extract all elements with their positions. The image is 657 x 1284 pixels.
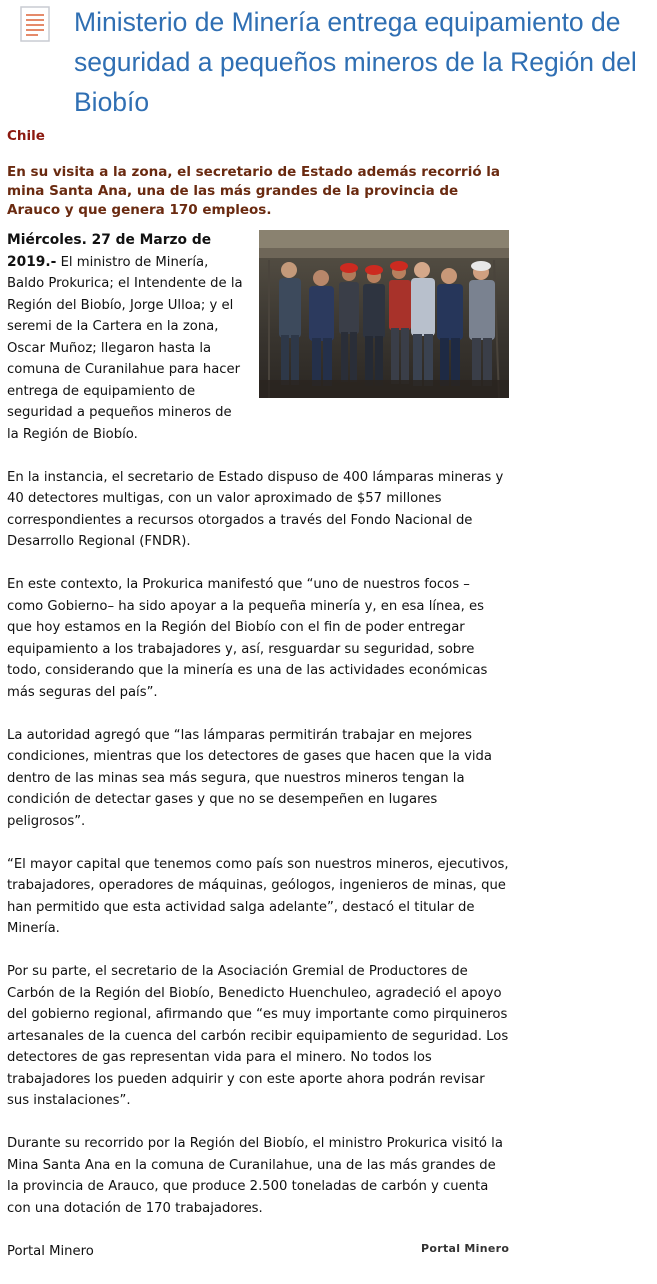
article-title: Ministerio de Minería entrega equipamiento de seguridad a pequeños mineros de la Región del Biobío	[74, 7, 637, 117]
article-paragraph: En la instancia, el secretario de Estado dispuso de 400 lámparas mineras y 40 detectores multigas, con un valor aproximado de $57 millones correspondientes a recursos otorgados a través del Fondo Nacional de Desarrollo Regional (FNDR).	[7, 469, 504, 549]
article-body	[7, 230, 509, 1284]
source-label: Portal Minero	[421, 1242, 510, 1255]
paragraph-text: El ministro de Minería, Baldo Prokurica; el Intendente de la Región del Biobío, Jorge Ulloa; y el seremi de la Cartera en la zona, Oscar Muñoz; llegaron hasta la comuna de Curanilahue para hacer entrega de equipamiento de seguridad a pequeños mineros de la Región de Biobío.	[7, 254, 243, 442]
article-paragraph: La autoridad agregó que “las lámparas permitirán trabajar en mejores condiciones, mientras que los detectores de gases que hacen que la vida dentro de las minas sea más segura, que nuestros mineros tengan la condición de detectar gases y que no se desempeñen en lugares peligrosos”.	[7, 727, 492, 829]
dateline: Miércoles. 27 de Marzo de 2019.-	[7, 232, 212, 270]
article-lead: En su visita a la zona, el secretario de Estado además recorrió la mina Santa Ana, una de las más grandes de la provincia de Arauco y que genera 170 empleos.	[7, 164, 501, 218]
section-label: Chile	[7, 128, 45, 144]
article-paragraph: En este contexto, la Prokurica manifestó que “uno de nuestros focos – como Gobierno– ha sido apoyar a la pequeña minería y, en esa línea, es que hoy estamos en la Región del Biobío con el fin de poder entregar equipamiento a los trabajadores y, así, resguardar su seguridad, sobre todo, considerando que la minería es una de las actividades económicas más seguras del país”.	[7, 577, 488, 700]
article-photo	[259, 230, 509, 398]
article-credit: Portal Minero	[7, 1243, 94, 1259]
article-paragraph: “El mayor capital que tenemos como país son nuestros mineros, ejecutivos, trabajadores, operadores de máquinas, geólogos, ingenieros de minas, que han permitido que esta actividad salga adelante”, destacó el titular de Minería.	[7, 856, 509, 936]
document-icon	[20, 6, 50, 42]
article-header	[0, 0, 657, 120]
article-paragraph: Durante su recorrido por la Región del Biobío, el ministro Prokurica visitó la Mina Santa Ana en la comuna de Curanilahue, una de las más grandes de la provincia de Arauco, que produce 2.500 toneladas de carbón y cuenta con una dotación de 170 trabajadores.	[7, 1136, 503, 1216]
article-paragraph: Por su parte, el secretario de la Asociación Gremial de Productores de Carbón de la Región del Biobío, Benedicto Huenchuleo, agradeció el apoyo del gobierno regional, afirmando que “es muy importante como pirquineros artesanales de la cuenca del carbón recibir equipamiento de seguridad. Los detectores de gas representan vida para el minero. No todos los trabajadores los pueden adquirir y con este aporte ahora podrán revisar sus instalaciones”.	[7, 964, 509, 1108]
